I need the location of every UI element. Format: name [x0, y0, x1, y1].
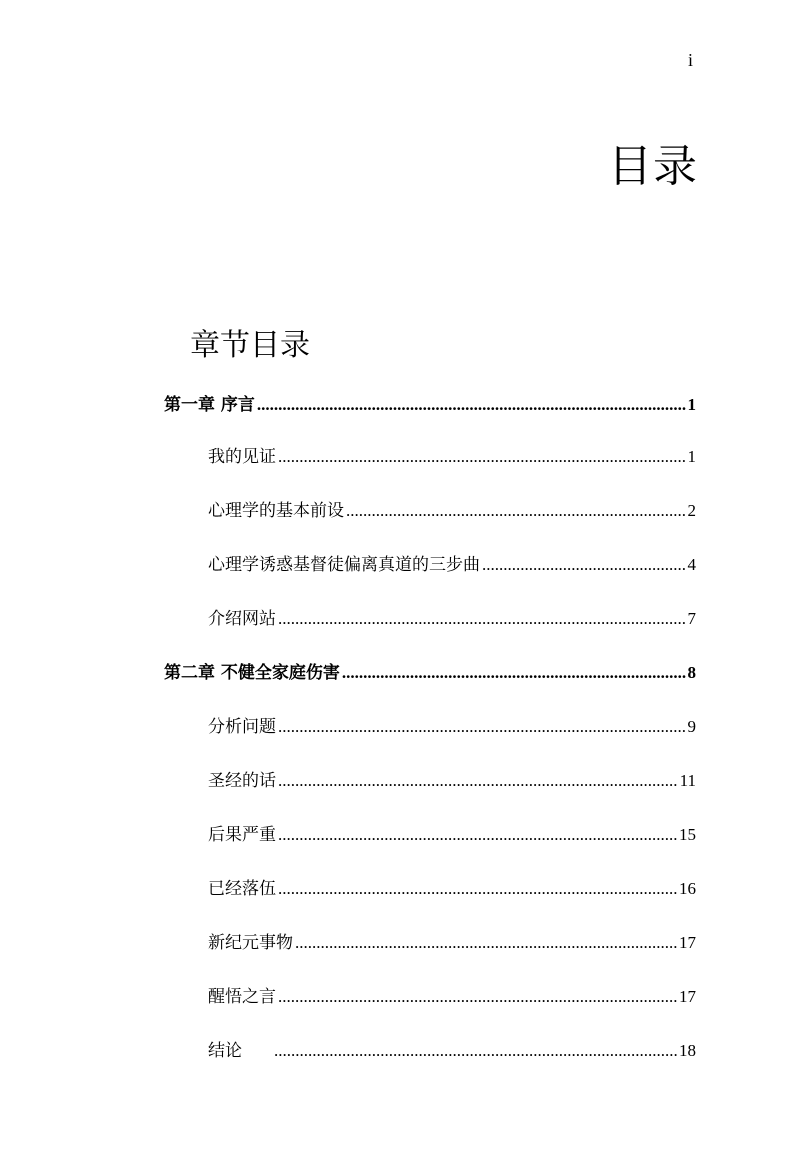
toc-entry-page: 17: [679, 933, 696, 952]
toc-entry[interactable]: [208, 712, 696, 742]
toc-leader-dots: [257, 390, 686, 420]
toc-leader-dots: [278, 820, 677, 850]
toc-entry-page: 16: [679, 879, 696, 898]
toc-entry-chapter-2[interactable]: [164, 658, 696, 688]
toc-entry-label: 圣经的话: [208, 771, 276, 791]
toc-entry-label: 结论: [208, 1041, 242, 1061]
toc-entry[interactable]: [208, 550, 696, 580]
toc-entry-label: 第一章 序言: [164, 395, 255, 415]
toc-leader-dots: [278, 712, 686, 742]
toc-entry-page: 9: [687, 717, 696, 736]
toc-entry[interactable]: [208, 982, 696, 1012]
toc-leader-dots: [278, 766, 678, 796]
toc-entry-label: 第二章 不健全家庭伤害: [164, 663, 340, 683]
toc-heading: 章节目录: [190, 328, 310, 363]
toc-leader-dots: [482, 550, 686, 580]
toc-entry-page: 18: [679, 1041, 696, 1060]
toc-leader-dots: [346, 496, 686, 526]
toc-entry[interactable]: [208, 766, 696, 796]
toc-leader-dots: [278, 604, 686, 634]
toc-leader-dots: [278, 982, 677, 1012]
page-number: i: [688, 50, 694, 70]
toc-entry-label: 已经落伍: [208, 879, 276, 899]
toc-entry-label: 我的见证: [208, 447, 276, 467]
toc-entry-chapter-1[interactable]: [164, 390, 696, 420]
toc-leader-dots: [278, 442, 686, 472]
toc-entry[interactable]: [208, 496, 696, 526]
toc-entry-page: 4: [687, 555, 696, 574]
toc-entry-page: 15: [679, 825, 696, 844]
toc-entry-label: 分析问题: [208, 717, 276, 737]
toc-entry-label: 心理学的基本前设: [208, 501, 344, 521]
toc-leader-dots: [278, 874, 677, 904]
toc-entry-label: 后果严重: [208, 825, 276, 845]
toc-entry-page: 17: [679, 987, 696, 1006]
toc-entry-label: 新纪元事物: [208, 933, 293, 953]
toc-leader-dots: [274, 1036, 677, 1066]
toc-entry[interactable]: [208, 874, 696, 904]
toc-entry[interactable]: [208, 604, 696, 634]
toc-entry-label: 心理学诱惑基督徒偏离真道的三步曲: [208, 555, 480, 575]
toc-entry[interactable]: [208, 442, 696, 472]
page-title: 目录: [608, 141, 698, 192]
toc-entry-page: 7: [687, 609, 696, 628]
toc-entry[interactable]: [208, 1036, 696, 1066]
toc-leader-dots: [295, 928, 677, 958]
toc-leader-dots: [342, 658, 686, 688]
toc-entry-label: 介绍网站: [208, 609, 276, 629]
toc-entry-page: 2: [687, 501, 696, 520]
toc-entry-page: 11: [679, 771, 696, 790]
toc-entry-page: 1: [687, 395, 696, 414]
toc-entry[interactable]: [208, 820, 696, 850]
toc-entry[interactable]: [208, 928, 696, 958]
toc-entry-label: 醒悟之言: [208, 987, 276, 1007]
toc-entry-page: 1: [687, 447, 696, 466]
toc-entry-page: 8: [687, 663, 696, 682]
